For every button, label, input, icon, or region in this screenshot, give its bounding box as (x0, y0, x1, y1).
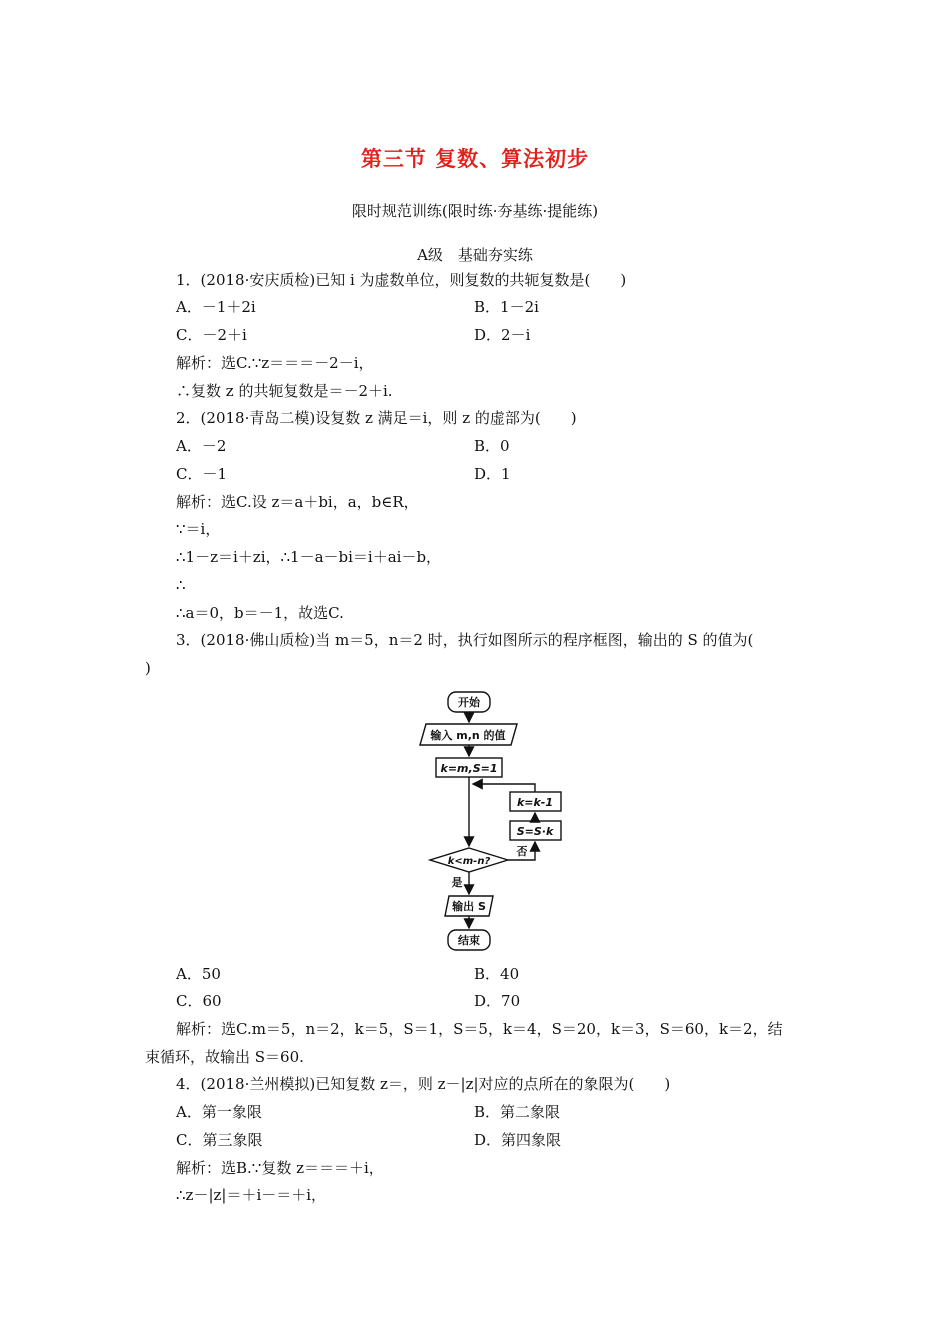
flow-multiply-label: S=S·k (516, 825, 554, 838)
level-heading: A级 基础夯实练 (417, 246, 533, 264)
q2-solution-5: ∴a＝0，b＝－1，故选C. (176, 604, 344, 622)
q2-option-a: A．－2 (176, 437, 227, 455)
q3-solution-1: 解析：选C.m＝5，n＝2，k＝5，S＝1，S＝5，k＝4，S＝20，k＝3，S＝60，k＝2，结 (176, 1020, 783, 1038)
q3-option-d: D．70 (474, 992, 521, 1010)
q4-solution-1: 解析：选B.∵复数 z＝＝＝＋i， (176, 1159, 384, 1177)
q4-stem: 4．(2018·兰州模拟)已知复数 z＝，则 z－|z|对应的点所在的象限为( ) (176, 1075, 671, 1093)
flow-init-label: k=m,S=1 (440, 762, 498, 775)
q3-option-b: B．40 (474, 965, 520, 983)
q4-option-d: D．第四象限 (474, 1131, 562, 1149)
q2-option-b: B．0 (474, 437, 510, 455)
q2-stem: 2．(2018·青岛二模)设复数 z 满足＝i，则 z 的虚部为( ) (176, 409, 577, 427)
q2-solution-4: ∴ (176, 576, 186, 594)
flow-input-label: 输入 m,n 的值 (430, 729, 506, 742)
q3-stem-1: 3．(2018·佛山质检)当 m＝5，n＝2 时，执行如图所示的程序框图，输出的 S 的值为( (176, 631, 754, 649)
q1-stem: 1．(2018·安庆质检)已知 i 为虚数单位，则复数的共轭复数是( ) (176, 271, 627, 289)
flowchart (0, 688, 950, 958)
q1-solution-1: 解析：选C.∵z＝＝＝－2－i， (176, 354, 374, 372)
q2-option-d: D．1 (474, 465, 511, 483)
q4-solution-2: ∴z－|z|＝＋i－＝＋i， (176, 1186, 327, 1204)
q1-option-a: A．－1＋2i (176, 298, 256, 316)
q1-option-d: D．2－i (474, 326, 531, 344)
subtitle: 限时规范训练(限时练·夯基练·提能练) (351, 202, 599, 220)
flow-no-label: 否 (516, 845, 528, 858)
q1-solution-2: ∴复数 z 的共轭复数是＝－2＋i. (176, 382, 393, 400)
q2-option-c: C．－1 (176, 465, 228, 483)
q3-option-a: A．50 (176, 965, 221, 983)
q2-solution-2: ∵＝i， (176, 520, 221, 538)
section-title: 第三节 复数、算法初步 (360, 146, 590, 171)
q2-solution-1: 解析：选C.设 z＝a＋bi，a，b∈R， (176, 493, 419, 511)
q4-option-b: B．第二象限 (474, 1103, 561, 1121)
flow-output-label: 输出 S (452, 900, 486, 913)
flow-yes-label: 是 (451, 876, 463, 889)
flow-end-label: 结束 (458, 934, 480, 947)
q3-option-c: C．60 (176, 992, 222, 1010)
q1-option-c: C．－2＋i (176, 326, 247, 344)
q3-stem-2: ) (145, 659, 151, 677)
flow-decrement-label: k=k-1 (516, 796, 554, 809)
q1-option-b: B．1－2i (474, 298, 539, 316)
q2-solution-3: ∴1－z＝i＋zi，∴1－a－bi＝i＋ai－b， (176, 548, 442, 566)
flow-start-label: 开始 (458, 696, 480, 709)
q3-solution-2: 束循环，故输出 S＝60. (145, 1048, 304, 1066)
q4-option-a: A．第一象限 (176, 1103, 262, 1121)
flow-condition-label: k<m-n? (447, 856, 491, 867)
q4-option-c: C．第三象限 (176, 1131, 263, 1149)
